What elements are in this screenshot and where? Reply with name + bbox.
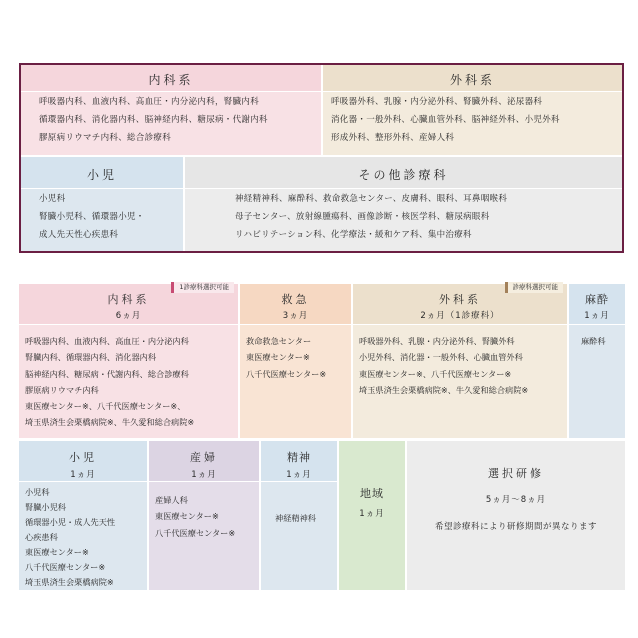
top-sonota-header [185, 157, 622, 188]
list-item: 東医療センター※、八千代医療センター※ [359, 368, 512, 379]
list-item: 呼吸器外科、乳腺・内分泌外科、腎臓外科 [359, 336, 515, 346]
sentaku-note: 希望診療科により研修期間が異なります [434, 522, 597, 532]
shoni-body [19, 482, 147, 590]
chiiki-box [339, 441, 405, 590]
geka-title: 外科系 [439, 293, 481, 306]
list-item: リハビリテーション科、化学療法・緩和ケア科、集中治療科 [235, 230, 472, 240]
sanfu-body [149, 482, 259, 590]
list-item: 神経精神科、麻酔科、救命救急センター、皮膚科、眼科、耳鼻咽喉科 [235, 194, 508, 204]
list-item: 呼吸器内科、血液内科、高血圧・内分泌内科，腎臓内科 [39, 97, 260, 107]
naika-body [19, 325, 238, 438]
list-item: 腎臓小児科、循環器小児・ [39, 212, 145, 222]
chiiki-duration: 1ヵ月 [359, 509, 385, 519]
list-item: 麻酔科 [581, 336, 606, 346]
shoni-header [19, 441, 147, 481]
list-item: 東医療センター※ [155, 511, 219, 522]
sanfu-duration: 1ヵ月 [191, 470, 217, 480]
top-sonota-list [235, 190, 507, 244]
top-geka-header [323, 65, 622, 91]
masui-duration: 1ヵ月 [584, 311, 610, 321]
list-item: 呼吸器内科、血液内科、高血圧・内分泌内科 [25, 336, 189, 346]
kyukyu-header [240, 284, 351, 324]
seishin-title: 精神 [287, 451, 311, 464]
top-shoni-title: 小児 [86, 168, 117, 182]
seishin-header [261, 441, 337, 481]
list-item: 呼吸器外科、乳腺・内分泌外科、腎臓外科、泌尿器科 [331, 97, 543, 107]
list-item: 埼玉県済生会栗橋病院※、牛久愛和総合病院※ [25, 417, 195, 428]
list-item: 成人先天性心疾患科 [39, 230, 119, 240]
list-item: 東医療センター※ [25, 547, 89, 557]
kyukyu-duration: 3ヵ月 [282, 311, 309, 321]
chiiki-title: 地域 [360, 487, 384, 500]
list-item: 救命救急センター [246, 336, 312, 346]
list-item: 腎臓小児科 [25, 502, 66, 512]
top-shoni-list [39, 190, 145, 244]
naika-list [25, 333, 194, 431]
list-item: 母子センター、放射線腫瘍科、画像診断・核医学科、糖尿病眼科 [235, 212, 490, 222]
naika-header [19, 284, 238, 324]
shoni-duration: 1ヵ月 [70, 470, 96, 480]
list-item: 心疾患科 [25, 532, 58, 542]
list-item: 神経精神科 [275, 513, 316, 523]
masui-body [569, 325, 625, 438]
list-item: 東医療センター※ [246, 352, 310, 363]
top-geka-body [323, 92, 622, 155]
kyukyu-list [246, 333, 326, 382]
kyukyu-title: 救急 [281, 293, 310, 306]
sentaku-box [407, 441, 625, 590]
masui-title: 麻酔 [585, 293, 609, 306]
top-naika-body [21, 92, 321, 155]
masui-header [569, 284, 625, 324]
seishin-body [261, 482, 337, 590]
top-geka-title: 外科系 [449, 73, 495, 87]
top-naika-title: 内科系 [148, 73, 194, 87]
naika-duration: 6ヵ月 [115, 311, 142, 321]
list-item: 膠原病リウマチ内科 [25, 384, 99, 395]
list-item: 脳神経内科、糖尿病・代謝内科、総合診療科 [25, 368, 189, 379]
shoni-list [25, 485, 115, 590]
top-sonota-body [185, 189, 622, 251]
list-item: 東医療センター※、八千代医療センター※、 [25, 401, 186, 412]
sanfu-list [155, 492, 235, 541]
list-item: 埼玉県済生会栗橋病院※、牛久愛和総合病院※ [359, 384, 529, 395]
sanfu-header [149, 441, 259, 481]
geka-duration: 2ヵ月（1診療科） [420, 311, 500, 321]
geka-list [359, 333, 528, 398]
list-item: 循環器小児・成人先天性 [25, 517, 116, 527]
masui-list [581, 333, 606, 349]
list-item: 埼玉県済生会栗橋病院※ [25, 577, 114, 587]
list-item: 八千代医療センター※ [25, 562, 106, 572]
geka-selectable-tag: 診療科選択可能 [505, 282, 564, 293]
list-item: 八千代医療センター※ [155, 527, 236, 538]
top-naika-header [21, 65, 321, 91]
list-item: 膠原病リウマチ内科、総合診療科 [39, 133, 172, 143]
seishin-list [275, 510, 316, 526]
top-shoni-body [21, 189, 183, 251]
shoni-title: 小児 [69, 451, 97, 464]
sentaku-duration: 5ヵ月～8ヵ月 [485, 495, 547, 505]
list-item: 小児外科、消化器・一般外科、心臓血管外科 [359, 352, 523, 363]
sentaku-title: 選択研修 [488, 467, 544, 480]
list-item: 八千代医療センター※ [246, 368, 327, 379]
top-shoni-header [21, 157, 183, 188]
top-naika-list [39, 93, 268, 147]
list-item: 形成外科、整形外科、産婦人科 [331, 133, 455, 143]
seishin-duration: 1ヵ月 [286, 470, 312, 480]
geka-header [353, 284, 567, 324]
geka-body [353, 325, 567, 438]
list-item: 腎臓内科、循環器内科、消化器内科 [25, 352, 157, 363]
top-geka-list [331, 93, 560, 147]
list-item: 産婦人科 [155, 495, 188, 505]
sanfu-title: 産婦 [190, 451, 218, 464]
top-sonota-title: その他診療科 [358, 168, 449, 182]
kyukyu-body [240, 325, 351, 438]
naika-title: 内科系 [107, 293, 150, 306]
list-item: 消化器・一般外科、心臓血管外科、脳神経外科、小児外科 [331, 115, 560, 125]
list-item: 小児科 [39, 194, 66, 204]
list-item: 小児科 [25, 487, 50, 497]
naika-selectable-tag: 1診療科選択可能 [171, 282, 234, 293]
list-item: 循環器内科、消化器内科、脳神経内科、糖尿病・代謝内科 [39, 115, 268, 125]
